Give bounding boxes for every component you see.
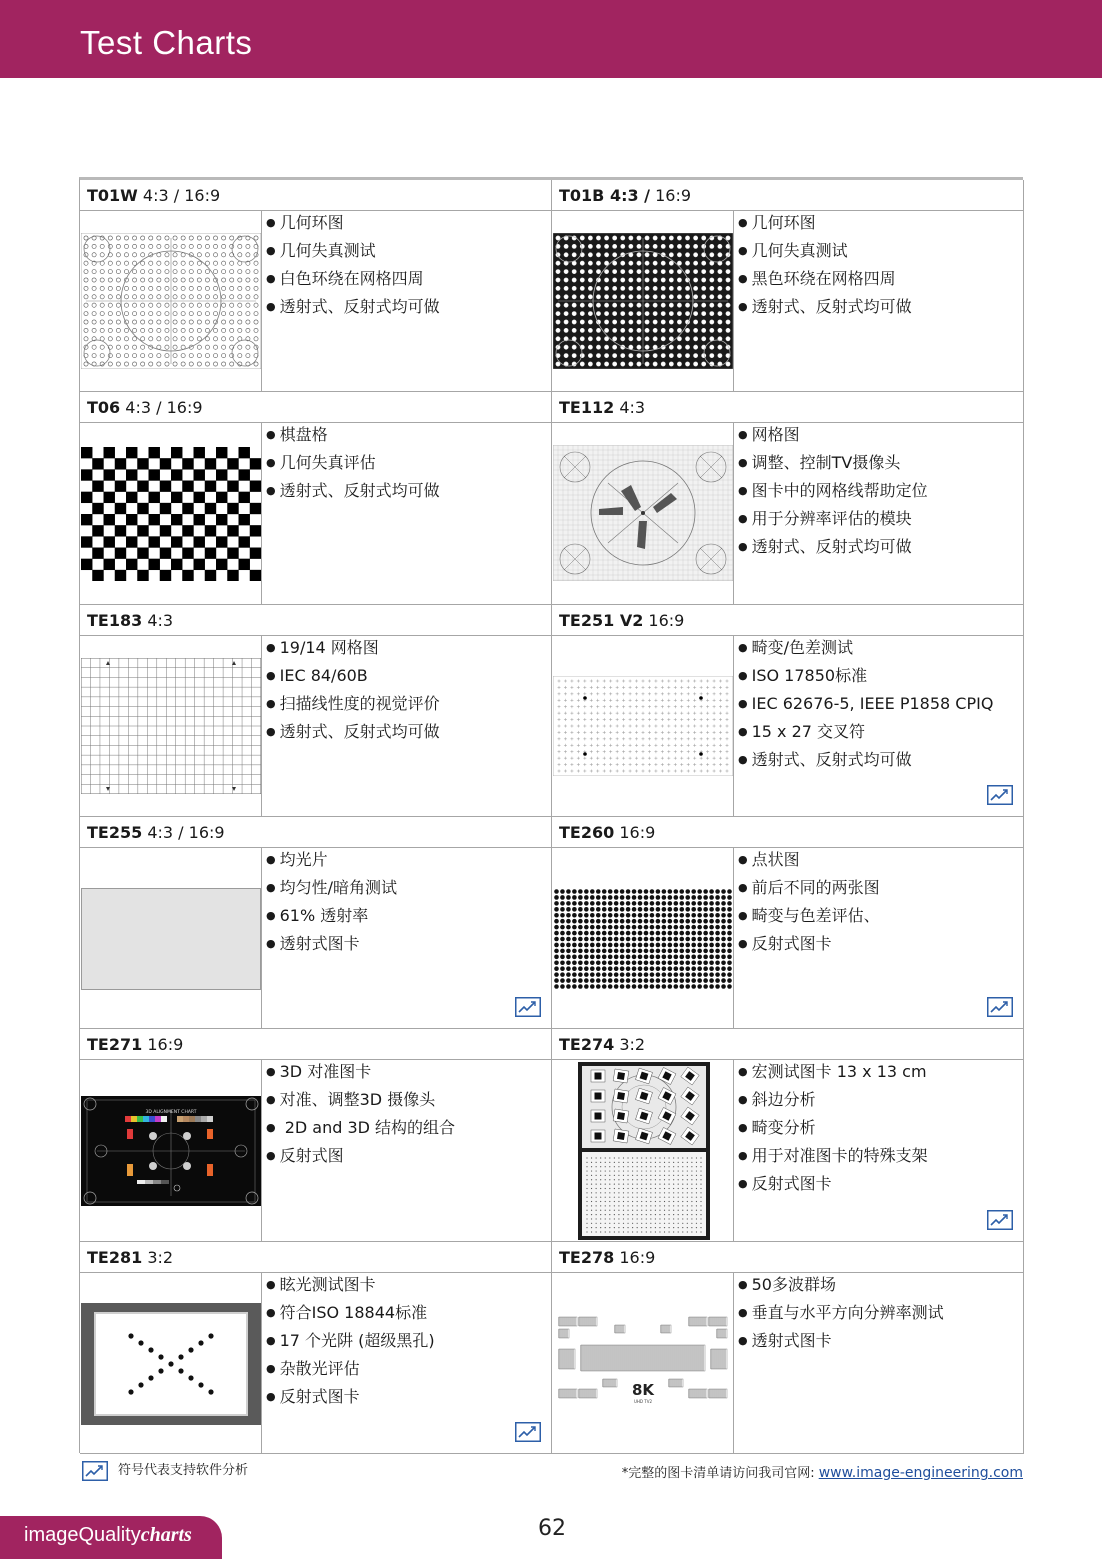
bullet: ● 61% 透射率: [266, 903, 397, 931]
bullet: ● 图卡中的网格线帮助定位: [738, 478, 928, 506]
te255-uniform-image: [81, 888, 261, 990]
te271-3d-alignment-image: [81, 1096, 261, 1206]
bullet: ● 17 个光阱 (超级黑孔): [266, 1328, 435, 1356]
te183-grid-image: [81, 658, 261, 794]
chart-format: 4:3 / 16:9: [142, 823, 225, 842]
chart-code: T01B 4:3 /: [559, 186, 651, 205]
bullet: ● 扫描线性度的视觉评价: [266, 691, 440, 719]
chart-thumbnail-te251: [552, 636, 734, 816]
bullet: ● 反射式图卡: [266, 1384, 435, 1412]
chart-cell-te278: [552, 1242, 1024, 1454]
chart-code: TE251 V2: [559, 611, 644, 630]
bullet: ● 反射式图卡: [738, 931, 880, 959]
chart-line-icon: [515, 997, 541, 1017]
te274-macro-chart-image: [578, 1062, 710, 1240]
te278-uhd-label: UHD TV2: [633, 1399, 653, 1404]
chart-thumbnail-te281: [80, 1273, 262, 1453]
chart-code: TE183: [87, 611, 143, 630]
chart-cell-header: [552, 817, 1023, 848]
chart-code: TE274: [559, 1035, 615, 1054]
chart-format: 3:2: [142, 1248, 174, 1267]
bullet: ● 均光片: [266, 847, 397, 875]
chart-line-icon: [987, 1210, 1013, 1230]
bullet: ● 杂散光评估: [266, 1356, 435, 1384]
chart-bullets: [738, 210, 912, 322]
brand-right: charts: [140, 1524, 192, 1546]
chart-bullets: [266, 1059, 455, 1171]
chart-code: TE271: [87, 1035, 143, 1054]
chart-bullets: [738, 635, 993, 775]
chart-cell-t01w: [80, 180, 552, 392]
chart-format: 4:3: [614, 398, 646, 417]
chart-cell-header: [80, 180, 551, 211]
chart-code: T01W: [87, 186, 138, 205]
te251-cross-grid-image: [553, 676, 733, 776]
chart-cell-header: [552, 1029, 1023, 1060]
chart-format: 16:9: [614, 1248, 656, 1267]
chart-cell-header: [80, 1242, 551, 1273]
chart-format: 16:9: [650, 186, 692, 205]
chart-thumbnail-te260: [552, 848, 734, 1028]
chart-bullets: [738, 1059, 928, 1199]
bullet: ● 2D and 3D 结构的组合: [266, 1115, 455, 1143]
chart-thumbnail-te255: [80, 848, 262, 1028]
bullet: ● IEC 84/60B: [266, 663, 440, 691]
chart-cell-t01b: [552, 180, 1024, 392]
chart-line-icon: [987, 997, 1013, 1017]
chart-cell-te112: [552, 392, 1024, 605]
chart-cell-header: [80, 1029, 551, 1060]
chart-thumbnail-te274: [552, 1060, 734, 1241]
page-title: Test Charts: [80, 24, 253, 61]
chart-bullets: [266, 210, 440, 322]
bullet: ● 几何失真测试: [266, 238, 440, 266]
chart-format: 16:9: [142, 1035, 184, 1054]
chart-thumbnail-t01b: [552, 211, 734, 391]
chart-code: TE260: [559, 823, 615, 842]
chart-thumbnail-te278: [552, 1273, 734, 1453]
bullet: ● 点状图: [738, 847, 880, 875]
chart-format: 4:3: [142, 611, 174, 630]
bullet: ● 几何环图: [266, 210, 440, 238]
bullet: ● 50多波群场: [738, 1272, 944, 1300]
bullet: ● 网格图: [738, 422, 928, 450]
chart-thumbnail-te183: [80, 636, 262, 816]
bullet: ● 垂直与水平方向分辨率测试: [738, 1300, 944, 1328]
bullet: ● 白色环绕在网格四周: [266, 266, 440, 294]
bullet: ● 透射式图卡: [738, 1328, 944, 1356]
chart-bullets: [266, 422, 440, 506]
chart-cell-te274: [552, 1029, 1024, 1242]
brand-logo: [24, 1524, 192, 1547]
chart-cell-header: [80, 817, 551, 848]
chart-bullets: [266, 635, 440, 747]
bullet: ● 15 x 27 交叉符: [738, 719, 993, 747]
chart-cell-header: [80, 605, 551, 636]
chart-bullets: [738, 847, 880, 959]
chart-cell-te255: [80, 817, 552, 1029]
te278-8k-resolution-image: [553, 1309, 733, 1411]
t01b-ring-grid-image: [553, 233, 733, 369]
chart-bullets: [266, 847, 397, 959]
page-number: 62: [538, 1516, 566, 1541]
te278-8k-label: 8K: [631, 1381, 655, 1399]
chart-code: TE255: [87, 823, 143, 842]
bullet: ● 透射式、反射式均可做: [738, 534, 928, 562]
chart-format: 3:2: [614, 1035, 646, 1054]
bullet: ● 反射式图: [266, 1143, 455, 1171]
te271-chart-title: 3D ALIGNMENT CHART: [145, 1110, 197, 1115]
chart-bullets: [738, 422, 928, 562]
chart-cell-te260: [552, 817, 1024, 1029]
bullet: ● 3D 对准图卡: [266, 1059, 455, 1087]
chart-format: 16:9: [614, 823, 656, 842]
bullet: ● 前后不同的两张图: [738, 875, 880, 903]
software-legend: [82, 1459, 248, 1481]
chart-cell-t06: [80, 392, 552, 605]
chart-cell-te281: [80, 1242, 552, 1454]
chart-thumbnail-t01w: [80, 211, 262, 391]
bullet: ● 透射式图卡: [266, 931, 397, 959]
chart-cell-te183: [80, 605, 552, 817]
bullet: ● 透射式、反射式均可做: [266, 478, 440, 506]
chart-line-icon: [82, 1461, 108, 1481]
chart-thumbnail-te112: [552, 423, 734, 604]
bullet: ● 几何失真评估: [266, 450, 440, 478]
bullet: ● 透射式、反射式均可做: [738, 294, 912, 322]
bullet: ● 调整、控制TV摄像头: [738, 450, 928, 478]
chart-code: T06: [87, 398, 121, 417]
chart-cell-header: [552, 392, 1023, 423]
bullet: ● 几何失真测试: [738, 238, 912, 266]
bullet: ● 眩光测试图卡: [266, 1272, 435, 1300]
t01w-ring-grid-image: [81, 233, 261, 369]
te281-flare-chart-image: [81, 1303, 261, 1425]
bullet: ● 宏测试图卡 13 x 13 cm: [738, 1059, 928, 1087]
chart-thumbnail-t06: [80, 423, 262, 604]
chart-cell-te271: [80, 1029, 552, 1242]
te260-dot-image: [553, 888, 733, 990]
bullet: ● 透射式、反射式均可做: [266, 294, 440, 322]
bullet: ● 透射式、反射式均可做: [266, 719, 440, 747]
chart-line-icon: [987, 785, 1013, 805]
brand-left: imageQuality: [24, 1524, 141, 1546]
chart-bullets: [738, 1272, 944, 1356]
chart-code: TE112: [559, 398, 615, 417]
chart-line-icon: [515, 1422, 541, 1442]
chart-thumbnail-te271: [80, 1060, 262, 1241]
website-note: [622, 1462, 1023, 1481]
bullet: ● 用于对准图卡的特殊支架: [738, 1143, 928, 1171]
chart-cell-header: [80, 392, 551, 423]
legend-text: 符号代表支持软件分析: [118, 1463, 249, 1478]
bullet: ● 透射式、反射式均可做: [738, 747, 993, 775]
chart-format: 4:3 / 16:9: [120, 398, 203, 417]
bullet: ● 斜边分析: [738, 1087, 928, 1115]
bullet: ● 棋盘格: [266, 422, 440, 450]
chart-cell-header: [552, 1242, 1023, 1273]
bullet: ● 19/14 网格图: [266, 635, 440, 663]
te112-grid-image: [553, 445, 733, 581]
bullet: ● ISO 17850标准: [738, 663, 993, 691]
bullet: ● IEC 62676-5, IEEE P1858 CPIQ: [738, 691, 993, 719]
chart-format: 16:9: [643, 611, 685, 630]
chart-code: TE278: [559, 1248, 615, 1267]
bullet: ● 符合ISO 18844标准: [266, 1300, 435, 1328]
bullet: ● 用于分辨率评估的模块: [738, 506, 928, 534]
bullet: ● 畸变/色差测试: [738, 635, 993, 663]
chart-format: 4:3 / 16:9: [137, 186, 221, 205]
bullet: ● 畸变与色差评估、: [738, 903, 880, 931]
bullet: ● 均匀性/暗角测试: [266, 875, 397, 903]
bullet: ● 畸变分析: [738, 1115, 928, 1143]
chart-cell-header: [552, 180, 1023, 211]
bullet: ● 黑色环绕在网格四周: [738, 266, 912, 294]
chart-cell-header: [552, 605, 1023, 636]
bullet: ● 几何环图: [738, 210, 912, 238]
bullet: ● 反射式图卡: [738, 1171, 928, 1199]
chart-bullets: [266, 1272, 435, 1412]
chart-table: [79, 177, 1023, 1453]
t06-checkerboard-image: [81, 447, 261, 581]
chart-cell-te251: [552, 605, 1024, 817]
website-link[interactable]: www.image-engineering.com: [818, 1465, 1023, 1481]
website-note-text: *完整的图卡清单请访问我司官网:: [621, 1466, 819, 1481]
chart-code: TE281: [87, 1248, 143, 1267]
bullet: ● 对准、调整3D 摄像头: [266, 1087, 455, 1115]
